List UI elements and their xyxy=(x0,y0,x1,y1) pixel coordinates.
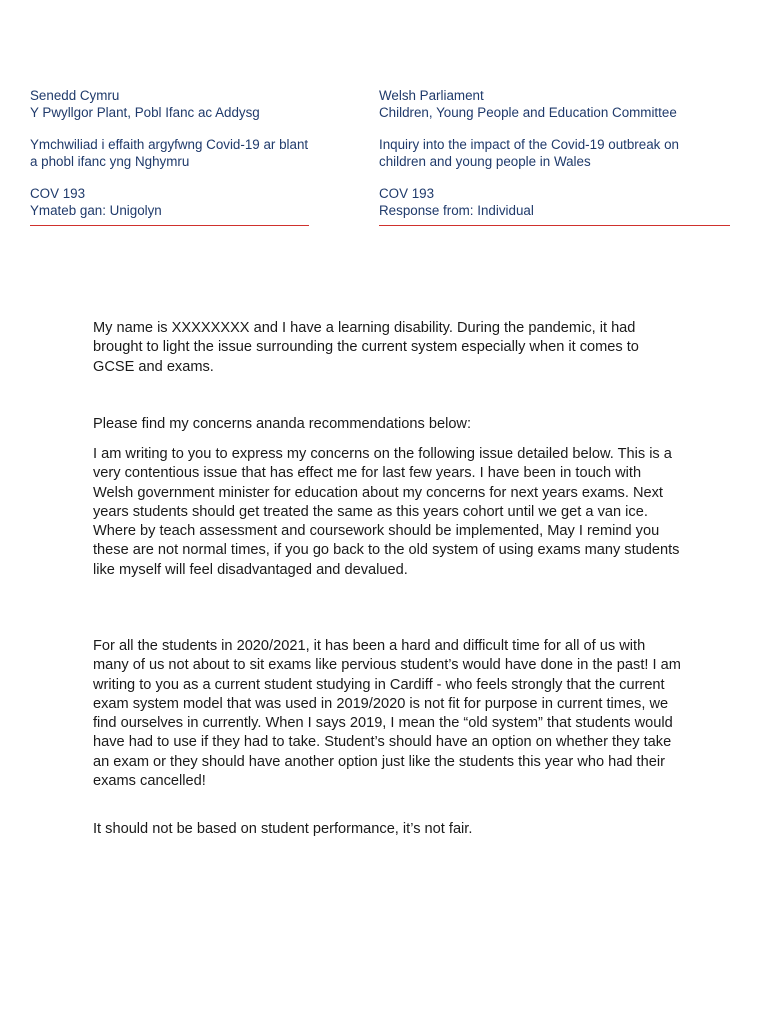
welsh-divider xyxy=(30,225,309,226)
intro-text: My name is XXXXXXXX and I have a learning disability. During the pandemic, it had brought to light the issue surrounding the current system especially when it comes to GCSE and exams. xyxy=(93,320,639,375)
welsh-committee: Y Pwyllgor Plant, Pobl Ifanc ac Addysg xyxy=(30,104,260,120)
welsh-inquiry-line1: Ymchwiliad i effaith argyfwng Covid-19 ar blant xyxy=(30,137,309,152)
welsh-header xyxy=(30,88,370,226)
concerns-paragraph xyxy=(93,445,683,580)
welsh-inquiry-line2: a phobl ifanc yng Nghymru xyxy=(30,153,190,169)
lead-in-paragraph xyxy=(93,415,683,434)
intro-paragraph xyxy=(93,319,683,377)
lead-in-text: Please find my concerns ananda recommendations below: xyxy=(93,416,472,432)
students-paragraph xyxy=(93,637,683,791)
english-inquiry-line1: Inquiry into the impact of the Covid-19 outbreak on xyxy=(379,137,679,152)
english-committee: Children, Young People and Education Committee xyxy=(379,104,677,120)
english-divider xyxy=(379,225,730,226)
english-header xyxy=(379,88,749,226)
english-inquiry-line2: children and young people in Wales xyxy=(379,153,591,169)
welsh-org: Senedd Cymru xyxy=(30,88,120,103)
closing-paragraph xyxy=(93,820,683,839)
concerns-text: I am writing to you to express my concerns on the following issue detailed below. This is a very contentious issue that has effect me for last few years. I have been in touch with Welsh government minister for education about my concerns for next years exams. Next years students should get treated the same as this years cohort until we get a van ice. Where by teach assessment and coursework should be implemented, May I remind you these are not normal times, if you go back to the old system of using exams many students like myself will feel disadvantaged and devalued. xyxy=(93,446,680,578)
students-text: For all the students in 2020/2021, it has been a hard and difficult time for all of us with many of us not about to sit exams like pervious student’s would have done in the past! I am writing to you as a current student studying in Cardiff - who feels strongly that the current exam system model that was used in 2019/2020 is not fit for purpose in current times, we find ourselves in currently. When I says 2019, I mean the “old system” that students would have had to use if they had to take. Student’s should have an option on whether they take an exam or they should have another option just like the students this year who had their exams cancelled! xyxy=(93,638,681,790)
english-response: Response from: Individual xyxy=(379,202,534,218)
english-org: Welsh Parliament xyxy=(379,88,484,103)
english-ref: COV 193 xyxy=(379,186,435,201)
welsh-response: Ymateb gan: Unigolyn xyxy=(30,202,162,218)
welsh-ref: COV 193 xyxy=(30,186,86,201)
closing-text: It should not be based on student performance, it’s not fair. xyxy=(93,821,473,837)
